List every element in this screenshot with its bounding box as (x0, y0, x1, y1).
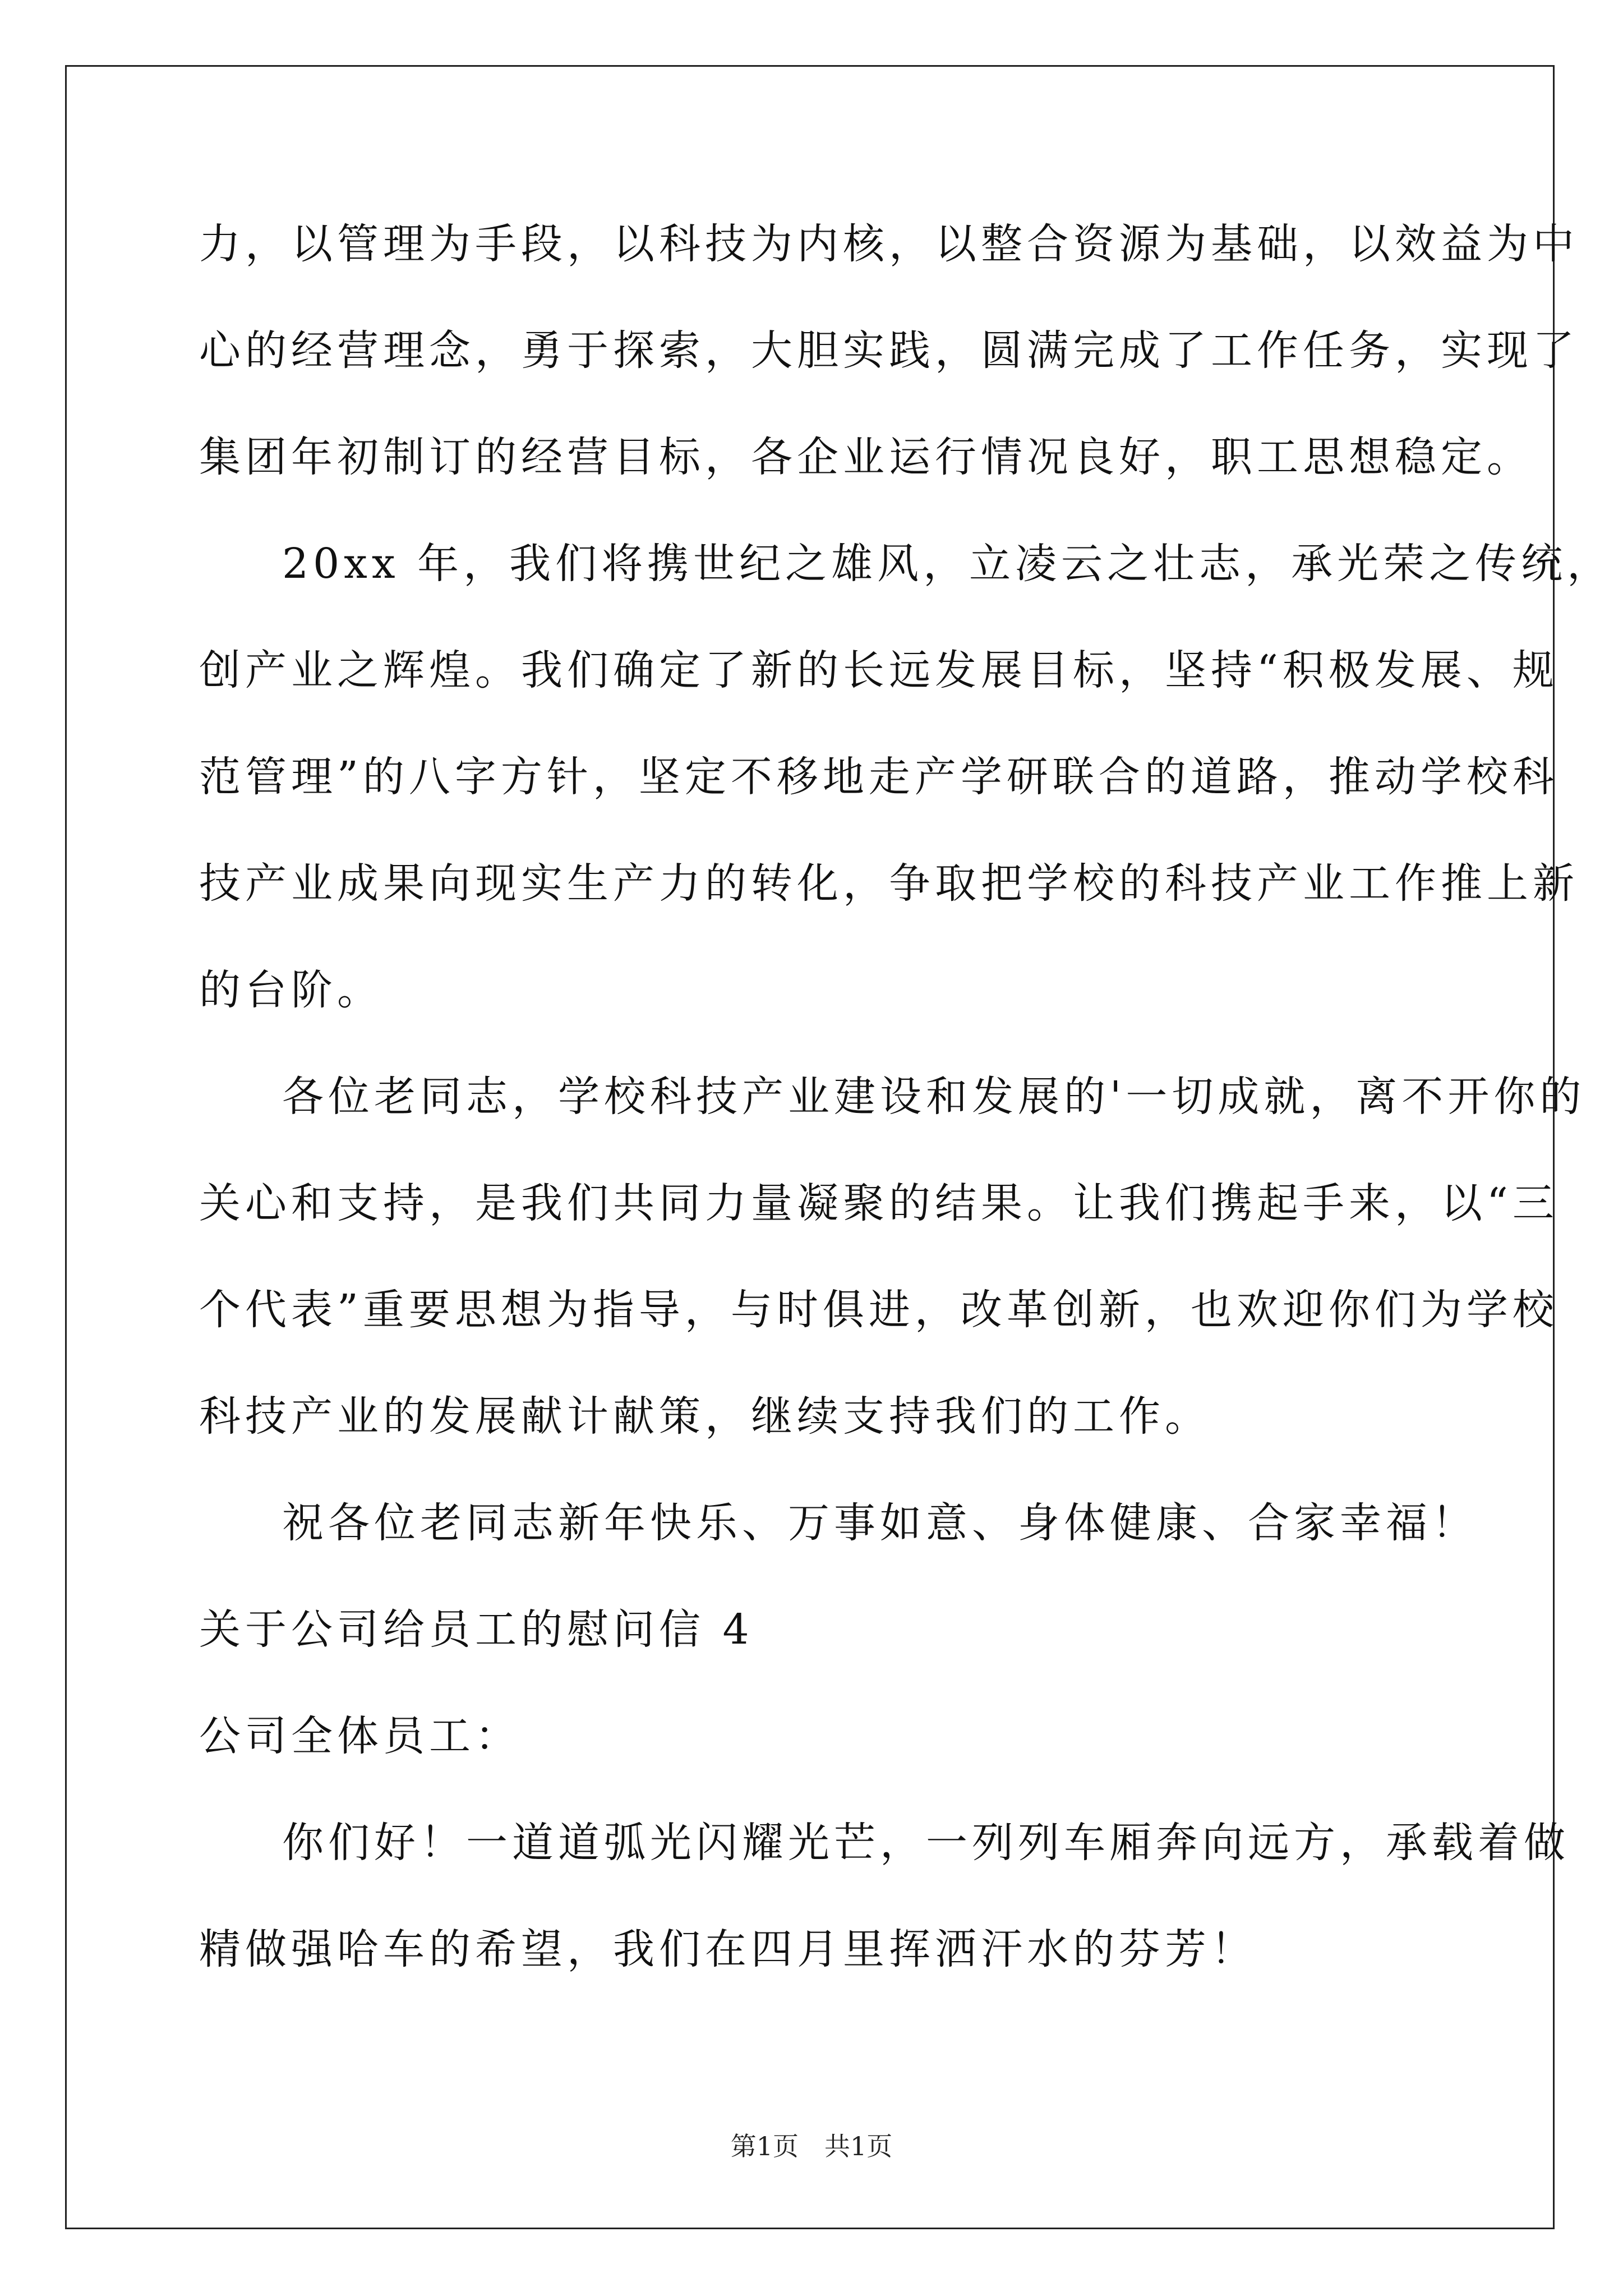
page-number-current: 第1页 (730, 2131, 799, 2161)
text-line: 精做强哈车的希望，我们在四月里挥洒汗水的芬芳！ (199, 1925, 1257, 1973)
paragraph-start: 20xx 年，我们将携世纪之雄风，立凌云之壮志，承光荣之传统， (282, 540, 1613, 588)
text-line: 科技产业的发展献计献策，继续支持我们的工作。 (199, 1392, 1211, 1441)
salutation: 公司全体员工： (199, 1712, 521, 1760)
page-number-total: 共1页 (824, 2131, 893, 2161)
paragraph-start: 各位老同志，学校科技产业建设和发展的'一切成就，离不开你的 (282, 1073, 1586, 1121)
section-title: 关于公司给员工的慰问信 4 (199, 1605, 754, 1654)
text-line: 技产业成果向现实生产力的转化，争取把学校的科技产业工作推上新 (199, 859, 1579, 908)
page-footer (0, 2129, 1623, 2163)
text-line: 集团年初制订的经营目标，各企业运行情况良好，职工思想稳定。 (199, 433, 1533, 481)
document-body (199, 213, 1613, 2025)
paragraph-start: 祝各位老同志新年快乐、万事如意、身体健康、合家幸福！ (282, 1499, 1478, 1547)
text-line: 范管理”的八字方针，坚定不移地走产学研联合的道路，推动学校科 (199, 753, 1559, 801)
text-line: 个代表”重要思想为指导，与时俱进，改革创新，也欢迎你们为学校 (199, 1286, 1559, 1334)
text-line: 力，以管理为手段，以科技为内核，以整合资源为基础，以效益为中 (199, 220, 1579, 268)
text-line: 心的经营理念，勇于探索，大胆实践，圆满完成了工作任务，实现了 (199, 326, 1579, 375)
text-line: 关心和支持，是我们共同力量凝聚的结果。让我们携起手来，以“三 (199, 1179, 1559, 1227)
paragraph-start: 你们好！一道道弧光闪耀光芒，一列列车厢奔向远方，承载着做 (282, 1819, 1570, 1867)
text-line: 创产业之辉煌。我们确定了新的长远发展目标，坚持“积极发展、规 (199, 646, 1559, 694)
text-line: 的台阶。 (199, 966, 383, 1014)
